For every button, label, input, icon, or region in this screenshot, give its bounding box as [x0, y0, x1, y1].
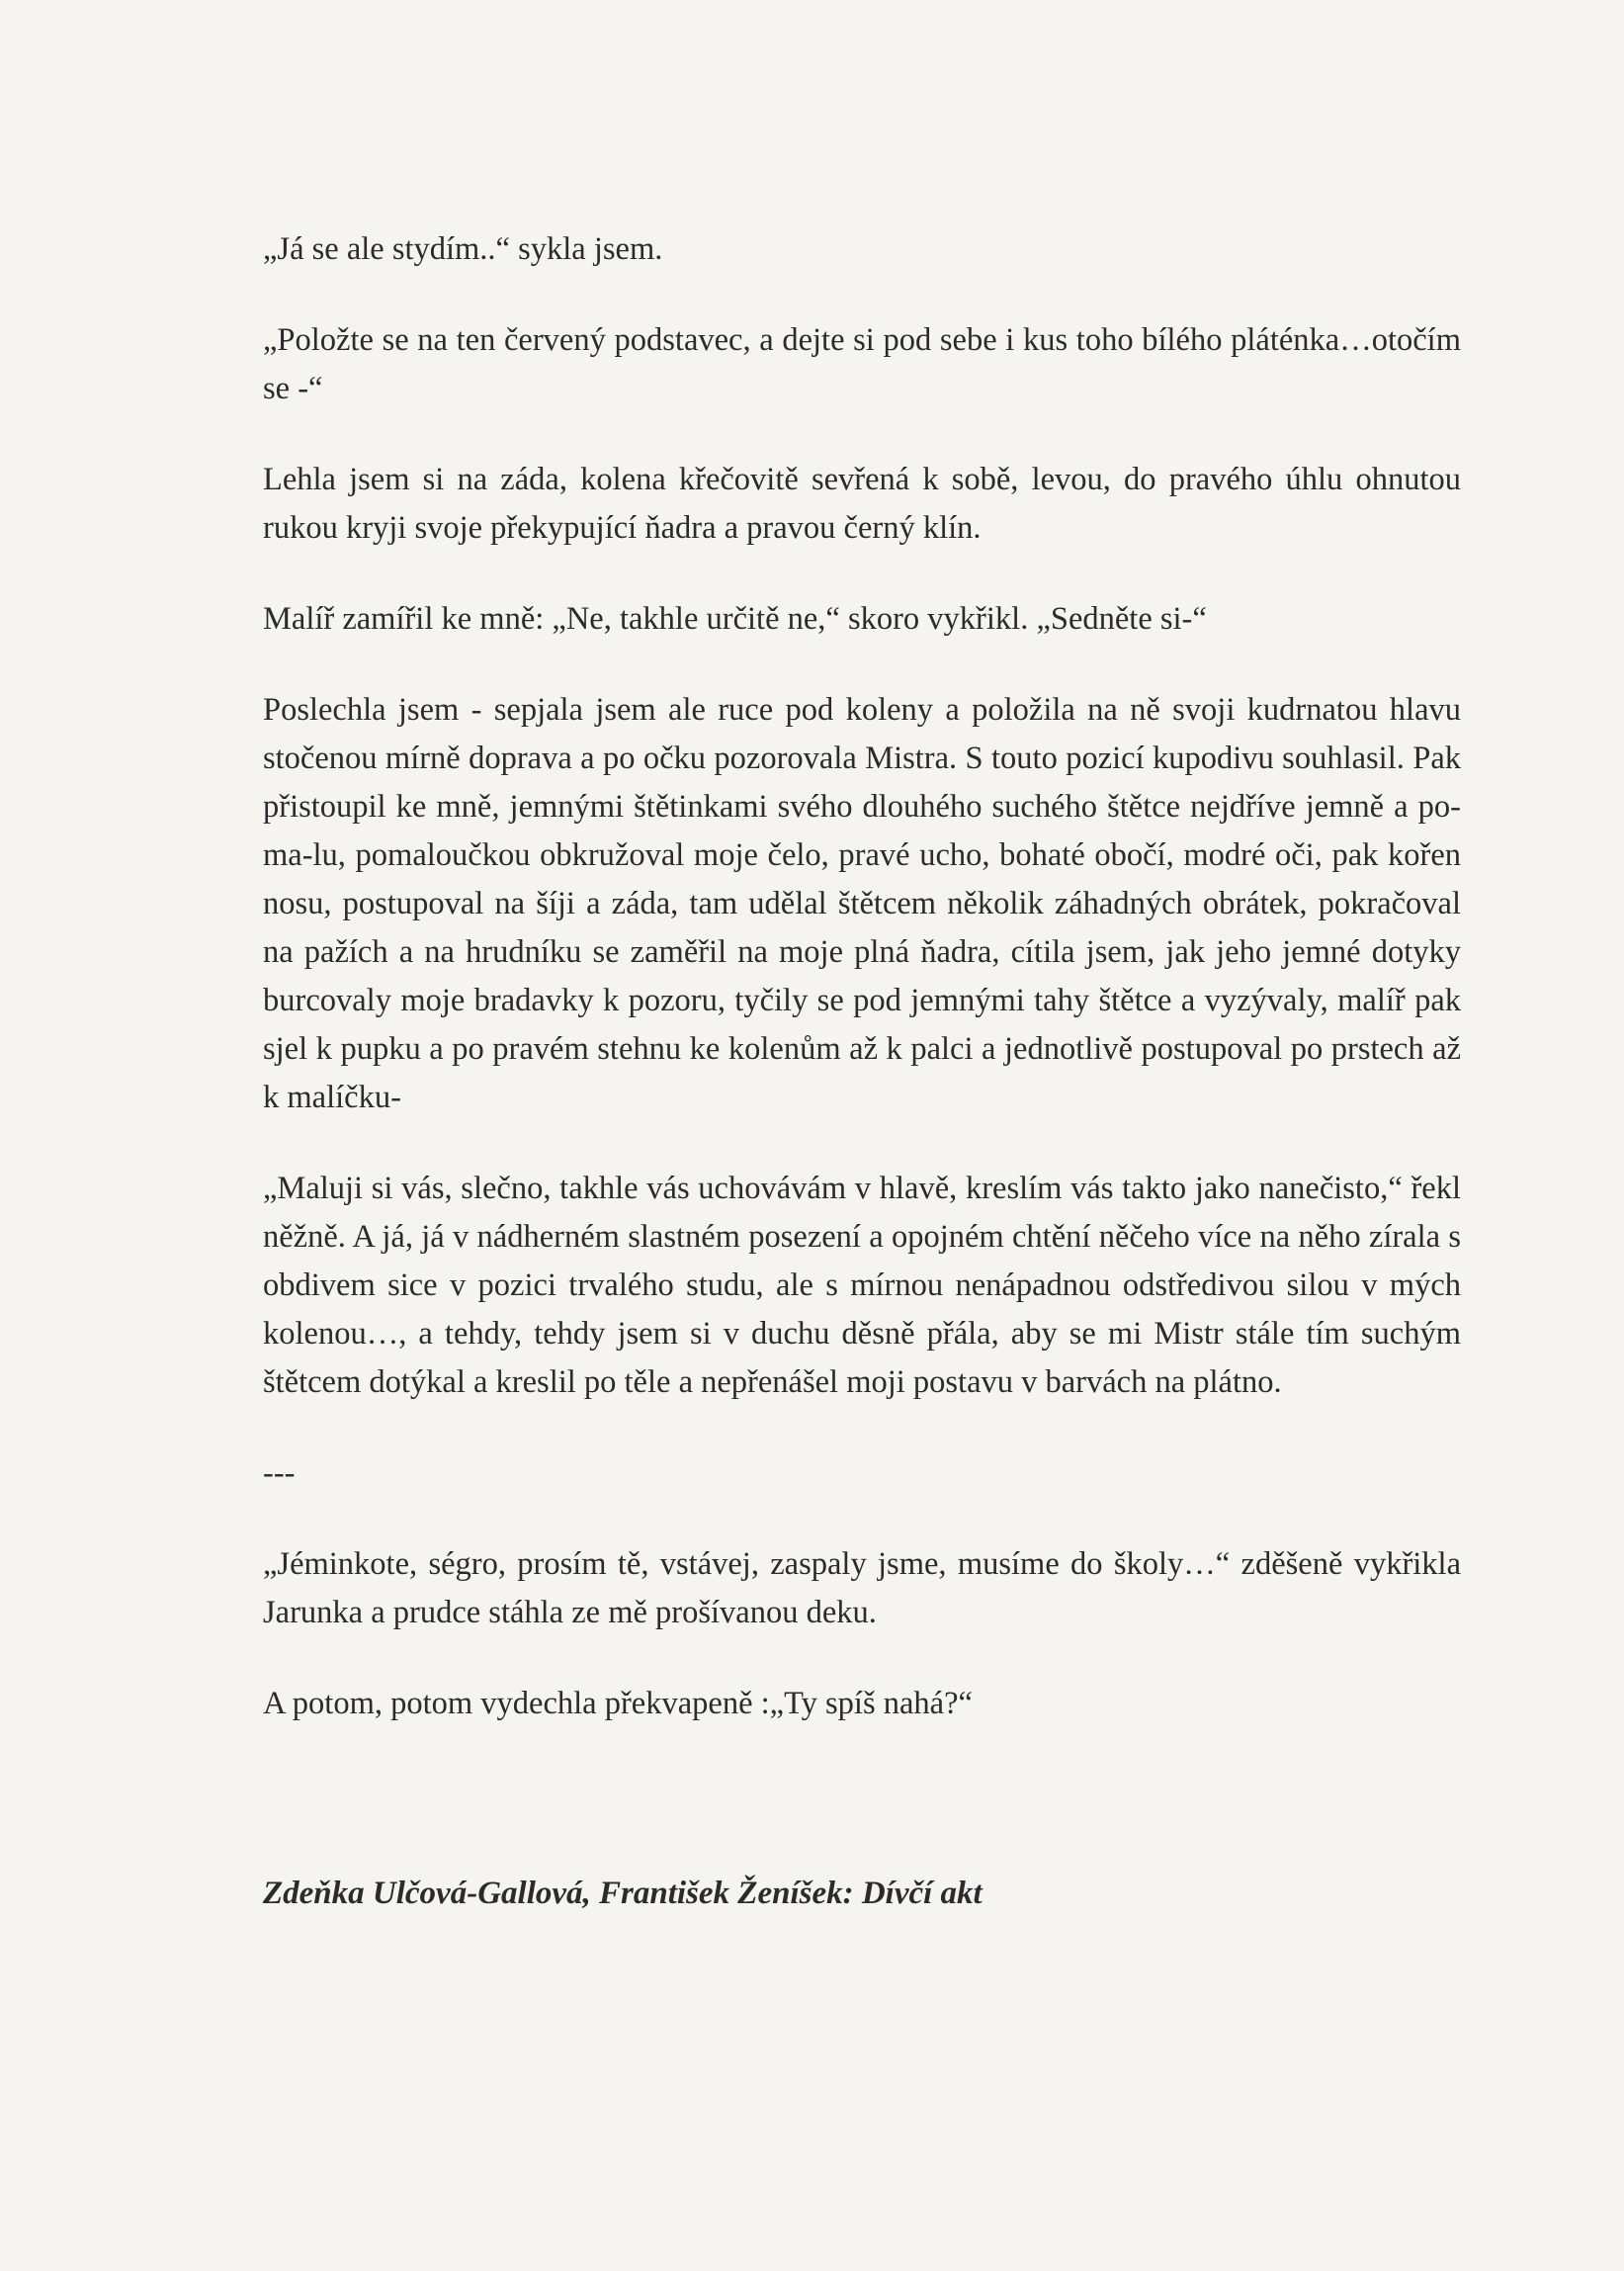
paragraph: Poslechla jsem - sepjala jsem ale ruce pod koleny a položila na ně svoji kudrnatou hlavu stočenou mírně doprava a po očku pozorovala Mistra. S touto pozicí kupodivu souhlasil. Pak přistoupil ke mně, jemnými štětinkami svého dlouhého suchého štětce nejdříve jemně a po-ma-lu, pomaloučkou obkružoval moje čelo, pravé ucho, bohaté obočí, modré oči, pak kořen nosu, postupoval na šíji a záda, tam udělal štětcem několik záhadných obrátek, pokračoval na pažích a na hrudníku se zaměřil na moje plná ňadra, cítila jsem, jak jeho jemné dotyky burcovaly moje bradavky k pozoru, tyčily se pod jemnými tahy štětce a vyzývaly, malíř pak sjel k pupku a po pravém stehnu ke kolenům až k palci a jednotlivě postupoval po prstech až k malíčku-	[263, 692, 1461, 1115]
paragraph: A potom, potom vydechla překvapeně :„Ty spíš nahá?“	[263, 1686, 973, 1721]
paragraph: „Maluji si vás, slečno, takhle vás uchovávám v hlavě, kreslím vás takto jako nanečisto,“ řekl něžně. A já, já v nádherném slastném posezení a opojném chtění něčeho více na něho zírala s obdivem sice v pozici trvalého studu, ale s mírnou nenápadnou odstředivou silou v mých kolenou…, a tehdy, tehdy jsem si v duchu děsně přála, aby se mi Mistr stále tím suchým štětcem dotýkal a kreslil po těle a nepřenášel moji postavu v barvách na plátno.	[263, 1171, 1461, 1400]
story-text	[263, 225, 1461, 1771]
paragraph: Malíř zamířil ke mně: „Ne, takhle určitě ne,“ skoro vykřikl. „Sedněte si-“	[263, 601, 1207, 637]
author-signature: Zdeňka Ulčová-Gallová, František Ženíšek: Dívčí akt	[263, 1876, 983, 1911]
paragraph: „Já se ale stydím..“ sykla jsem.	[263, 231, 663, 267]
paragraph: „Jéminkote, ségro, prosím tě, vstávej, zaspaly jsme, musíme do školy…“ zděšeně vykřikla Jarunka a prudce stáhla ze mě prošívanou deku.	[263, 1546, 1461, 1630]
section-separator: ---	[263, 1455, 296, 1491]
paragraph: Lehla jsem si na záda, kolena křečovitě sevřená k sobě, levou, do pravého úhlu ohnutou rukou kryji svoje překypující ňadra a pravou černý klín.	[263, 462, 1461, 546]
paragraph: „Položte se na ten červený podstavec, a dejte si pod sebe i kus toho bílého pláténka…otočím se -“	[263, 322, 1461, 406]
